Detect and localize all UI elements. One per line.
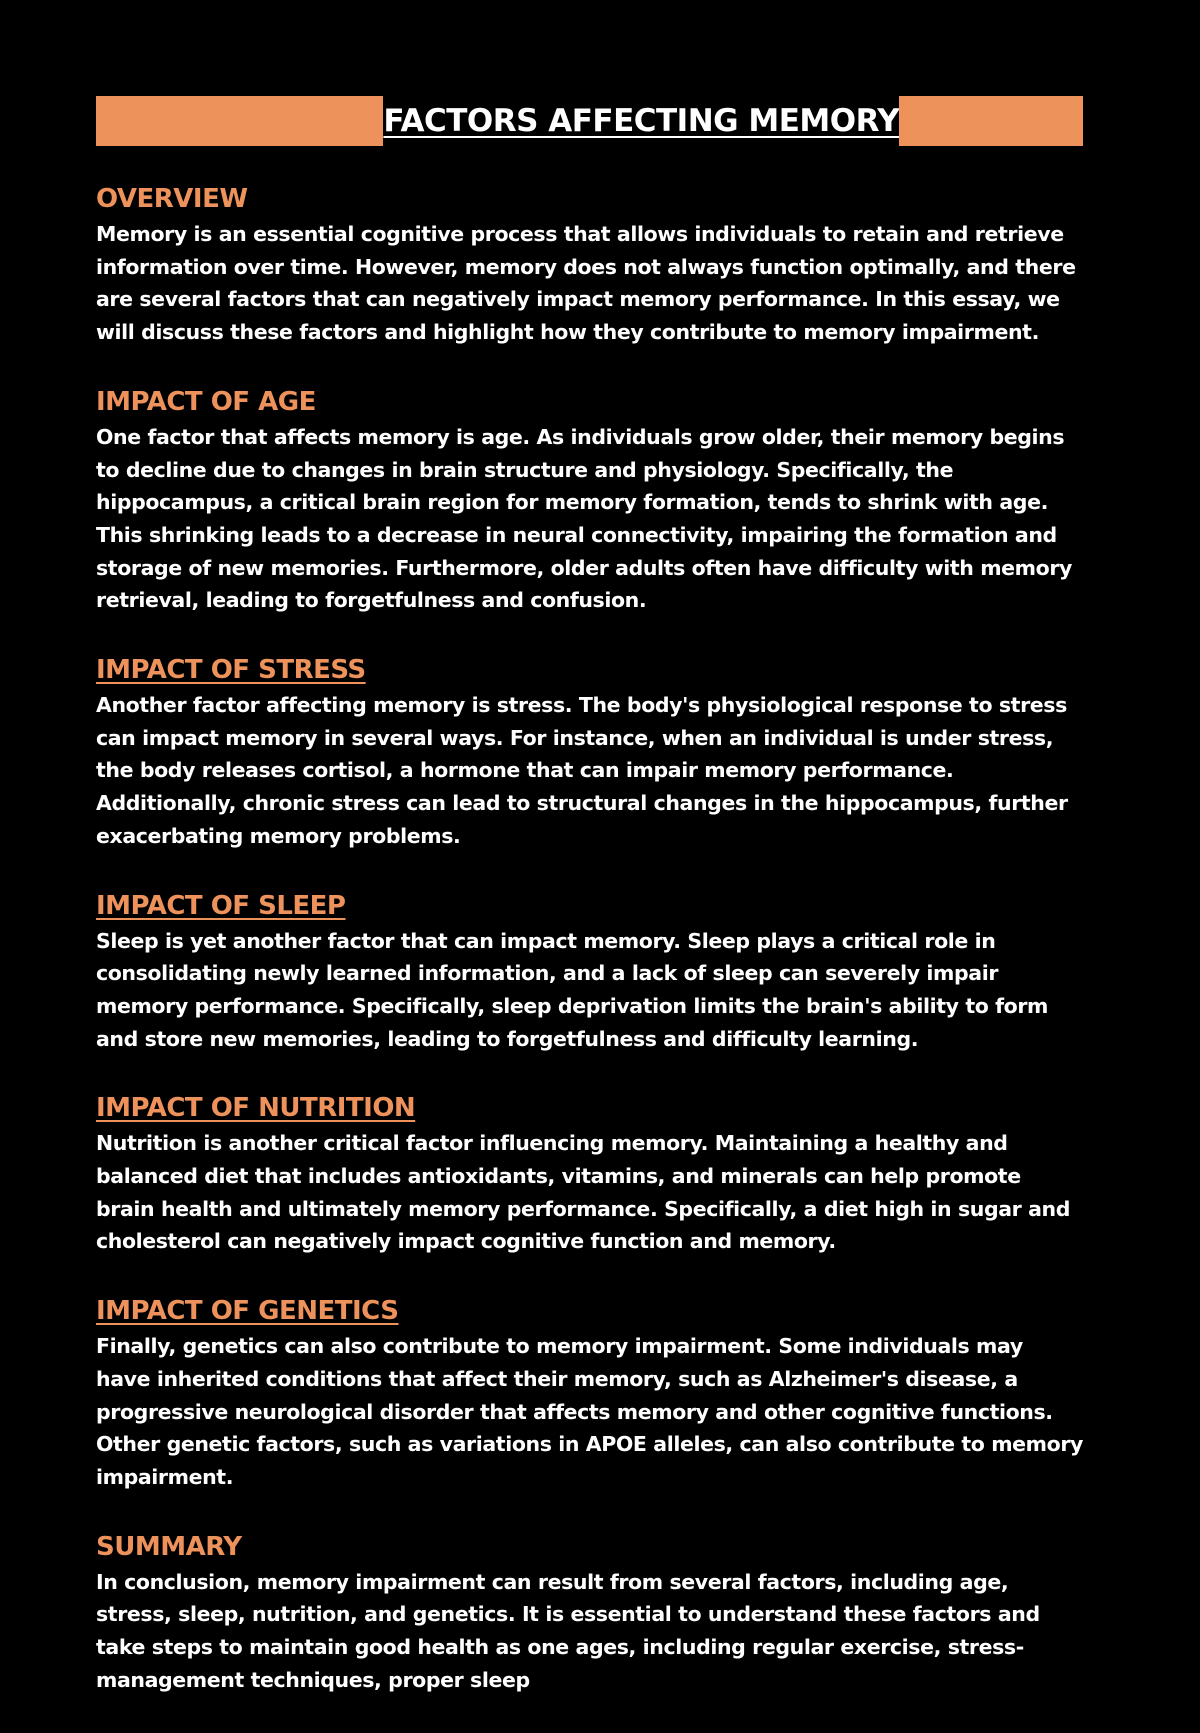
section-heading-summary: SUMMARY [96,1531,242,1562]
section-sleep [96,889,1083,1056]
section-heading-age: IMPACT OF AGE [96,386,316,417]
title-accent-bar-right [899,96,1083,146]
section-age [96,385,1083,617]
section-overview [96,182,1083,349]
section-nutrition [96,1091,1083,1258]
section-body-stress: Another factor affecting memory is stress. The body's physiological response to stress can impact memory in several ways. For instance, when an individual is under stress, the body releases cortisol, a hormone that can impair memory performance. Additionally, chronic stress can lead to structural changes in the hippocampus, further exacerbating memory problems. [96,693,1068,848]
section-heading-nutrition: IMPACT OF NUTRITION [96,1093,416,1124]
title-banner [96,96,1083,146]
section-heading-overview: OVERVIEW [96,184,248,214]
section-body-summary: In conclusion, memory impairment can result from several factors, including age, stress, sleep, nutrition, and genetics. It is essential to understand these factors and take steps to maintain good health as one ages, including regular exercise, stress-management techniques, proper sleep [96,1569,1040,1692]
section-heading-genetics: IMPACT OF GENETICS [96,1296,399,1327]
document-page [96,96,1083,1733]
section-body-genetics: Finally, genetics can also contribute to memory impairment. Some individuals may have inherited conditions that affect their memory, such as Alzheimer's disease, a progressive neurological disorder that affects memory and other cognitive functions. Other genetic factors, such as variations in APOE alleles, can also contribute to memory impairment. [96,1334,1083,1489]
section-heading-stress: IMPACT OF STRESS [96,655,366,686]
title-accent-bar-left [96,96,383,146]
page-title: FACTORS AFFECTING MEMORY [383,103,900,139]
section-body-nutrition: Nutrition is another critical factor influencing memory. Maintaining a healthy and balanced diet that includes antioxidants, vitamins, and minerals can help promote brain health and ultimately memory performance. Specifically, a diet high in sugar and cholesterol can negatively impact cognitive function and memory. [96,1131,1071,1254]
section-body-overview: Memory is an essential cognitive process that allows individuals to retain and retrieve information over time. However, memory does not always function optimally, and there are several factors that can negatively impact memory performance. In this essay, we will discuss these factors and highlight how they contribute to memory impairment. [96,222,1076,345]
section-genetics [96,1294,1083,1494]
section-summary [96,1530,1083,1697]
section-body-sleep: Sleep is yet another factor that can impact memory. Sleep plays a critical role in consolidating newly learned information, and a lack of sleep can severely impair memory performance. Specifically, sleep deprivation limits the brain's ability to form and store new memories, leading to forgetfulness and difficulty learning. [96,928,1049,1051]
section-stress [96,653,1083,853]
section-heading-sleep: IMPACT OF SLEEP [96,890,346,921]
section-body-age: One factor that affects memory is age. As individuals grow older, their memory begins to decline due to changes in brain structure and physiology. Specifically, the hippocampus, a critical brain region for memory formation, tends to shrink with age. This shrinking leads to a decrease in neural connectivity, impairing the formation and storage of new memories. Furthermore, older adults often have difficulty with memory retrieval, leading to forgetfulness and confusion. [96,424,1072,613]
